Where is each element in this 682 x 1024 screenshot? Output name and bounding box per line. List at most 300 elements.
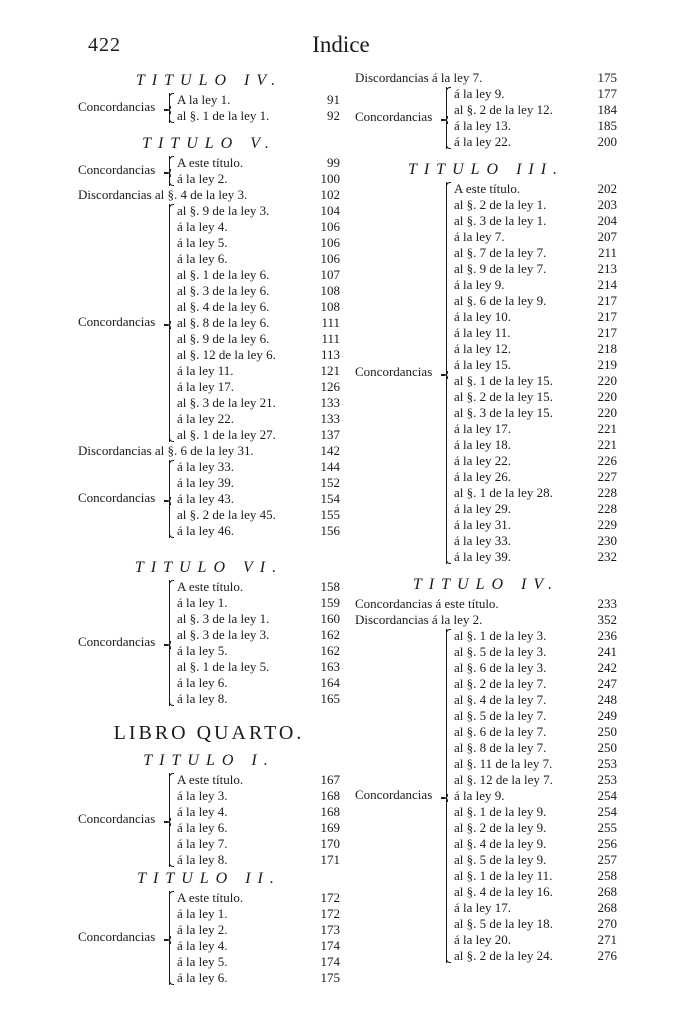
index-entry xyxy=(78,804,340,820)
entry-text: á la ley 22. xyxy=(454,453,512,468)
entry-text: al §. 12 de la ley 7. xyxy=(454,772,553,787)
index-entry xyxy=(355,916,617,932)
entry-text: á la ley 7. xyxy=(177,836,228,851)
group-label: Concordancias xyxy=(78,490,156,505)
index-entry xyxy=(355,852,617,868)
page-ref: 200 xyxy=(597,134,617,149)
page-ref: 268 xyxy=(597,900,617,915)
page-ref: 268 xyxy=(597,884,617,899)
entry-text: A este título. xyxy=(177,155,244,170)
libro-heading: LIBRO QUARTO. xyxy=(113,722,305,744)
entry-text: al §. 2 de la ley 1. xyxy=(454,197,547,212)
index-entry xyxy=(355,676,617,692)
entry-text: á la ley 17. xyxy=(454,421,512,436)
entry-text: á la ley 15. xyxy=(454,357,512,372)
index-entry xyxy=(355,644,617,660)
entry-text: al §. 4 de la ley 9. xyxy=(454,836,547,851)
entry-text: al §. 3 de la ley 3. xyxy=(177,627,270,642)
index-entry xyxy=(78,579,340,595)
entry-text: Concordancias á este título. xyxy=(355,596,499,611)
entry-text: á la ley 1. xyxy=(177,906,228,921)
entry-text: al §. 6 de la ley 3. xyxy=(454,660,547,675)
index-entry xyxy=(78,443,340,459)
entry-text: al §. 12 de la ley 6. xyxy=(177,347,276,362)
entry-text: al §. 2 de la ley 24. xyxy=(454,948,553,963)
index-entry xyxy=(78,459,340,475)
entry-text: á la ley 6. xyxy=(177,251,228,266)
concordancias-group xyxy=(78,772,340,868)
index-entry xyxy=(355,373,617,389)
index-entry xyxy=(78,836,340,852)
entry-text: Discordancias á la ley 2. xyxy=(355,612,483,627)
index-entry xyxy=(355,692,617,708)
page-ref: 152 xyxy=(320,475,340,490)
entry-text: á la ley 20. xyxy=(454,932,512,947)
page-ref: 172 xyxy=(320,906,340,921)
index-entry xyxy=(355,229,617,245)
index-entry xyxy=(78,108,340,124)
entry-text: al §. 11 de la ley 7. xyxy=(454,756,553,771)
page-ref: 248 xyxy=(597,692,617,707)
page-ref: 217 xyxy=(597,309,617,324)
page-ref: 228 xyxy=(597,485,617,500)
entry-text: al §. 1 de la ley 3. xyxy=(454,628,547,643)
index-entry xyxy=(78,954,340,970)
index-entry xyxy=(78,922,340,938)
page-ref: 207 xyxy=(597,229,617,244)
entry-text: al §. 8 de la ley 7. xyxy=(454,740,547,755)
entry-text: al §. 2 de la ley 12. xyxy=(454,102,553,117)
page-ref: 106 xyxy=(320,235,340,250)
index-entry xyxy=(78,411,340,427)
page-ref: 254 xyxy=(597,788,617,803)
page-ref: 171 xyxy=(320,852,340,867)
page-ref: 113 xyxy=(320,347,340,362)
index-entry xyxy=(78,235,340,251)
page-ref: 102 xyxy=(320,187,340,202)
page-ref: 173 xyxy=(320,922,340,937)
entry-text: á la ley 29. xyxy=(454,501,512,516)
entry-text: á la ley 5. xyxy=(177,235,228,250)
index-entry xyxy=(355,804,617,820)
page-ref: 91 xyxy=(327,92,340,107)
page-ref: 241 xyxy=(597,644,617,659)
entry-text: á la ley 17. xyxy=(454,900,512,915)
index-entry xyxy=(355,948,617,964)
page-ref: 249 xyxy=(597,708,617,723)
entry-text: al §. 2 de la ley 45. xyxy=(177,507,276,522)
page-ref: 174 xyxy=(320,954,340,969)
page-ref: 133 xyxy=(320,395,340,410)
entry-text: Discordancias al §. 6 de la ley 31. xyxy=(78,443,254,458)
page-ref: 174 xyxy=(320,938,340,953)
page-ref: 177 xyxy=(597,86,617,101)
index-entry xyxy=(78,347,340,363)
index-entry xyxy=(355,596,617,612)
index-entry xyxy=(355,181,617,197)
page-ref: 170 xyxy=(320,836,340,851)
entry-text: á la ley 11. xyxy=(454,325,511,340)
group-label: Concordancias xyxy=(355,787,433,802)
group-label: Concordancias xyxy=(78,634,156,649)
index-entry xyxy=(355,533,617,549)
page-ref: 255 xyxy=(597,820,617,835)
page-ref: 258 xyxy=(597,868,617,883)
index-entry xyxy=(355,357,617,373)
index-entry xyxy=(355,708,617,724)
index-entry xyxy=(355,900,617,916)
page-ref: 168 xyxy=(320,804,340,819)
index-entry xyxy=(78,219,340,235)
entry-text: al §. 9 de la ley 6. xyxy=(177,331,270,346)
page-ref: 158 xyxy=(320,579,340,594)
page-ref: 203 xyxy=(597,197,617,212)
page-ref: 154 xyxy=(320,491,340,506)
index-entry xyxy=(78,171,340,187)
page-ref: 253 xyxy=(597,756,617,771)
page-ref: 226 xyxy=(597,453,617,468)
page-ref: 230 xyxy=(597,533,617,548)
page-ref: 137 xyxy=(320,427,340,442)
page-ref: 162 xyxy=(320,643,340,658)
index-entry xyxy=(355,868,617,884)
page-ref: 247 xyxy=(597,676,617,691)
index-entry xyxy=(78,691,340,707)
index-entry xyxy=(78,659,340,675)
page-ref: 276 xyxy=(597,948,617,963)
index-entry xyxy=(355,197,617,213)
entry-text: al §. 1 de la ley 9. xyxy=(454,804,547,819)
index-entry xyxy=(78,267,340,283)
entry-text: á la ley 39. xyxy=(454,549,512,564)
page-ref: 232 xyxy=(597,549,617,564)
index-entry xyxy=(355,469,617,485)
group-label: Concordancias xyxy=(78,314,156,329)
page-ref: 257 xyxy=(597,852,617,867)
page-ref: 202 xyxy=(597,181,617,196)
titulo-heading: TITULO II. xyxy=(137,870,281,887)
page-ref: 100 xyxy=(320,171,340,186)
entry-text: al §. 6 de la ley 7. xyxy=(454,724,547,739)
index-entry xyxy=(355,118,617,134)
entry-text: á la ley 8. xyxy=(177,691,228,706)
entry-text: al §. 1 de la ley 6. xyxy=(177,267,270,282)
page-ref: 254 xyxy=(597,804,617,819)
entry-text: A este título. xyxy=(177,579,244,594)
index-entry xyxy=(355,102,617,118)
right-column xyxy=(355,70,617,964)
page-ref: 242 xyxy=(597,660,617,675)
entry-text: á la ley 17. xyxy=(177,379,235,394)
index-entry xyxy=(78,507,340,523)
index-entry xyxy=(78,491,340,507)
page-ref: 172 xyxy=(320,890,340,905)
index-entry xyxy=(78,611,340,627)
index-entry xyxy=(355,612,617,628)
page-ref: 164 xyxy=(320,675,340,690)
index-entry xyxy=(78,427,340,443)
page-ref: 168 xyxy=(320,788,340,803)
index-entry xyxy=(355,501,617,517)
group-label: Concordancias xyxy=(355,364,433,379)
page-ref: 228 xyxy=(597,501,617,516)
page-ref: 219 xyxy=(597,357,617,372)
concordancias-group xyxy=(355,86,617,150)
index-entry xyxy=(355,820,617,836)
page-ref: 211 xyxy=(597,245,617,260)
index-entry xyxy=(78,788,340,804)
page-ref: 160 xyxy=(320,611,340,626)
entry-text: al §. 3 de la ley 21. xyxy=(177,395,276,410)
entry-text: á la ley 1. xyxy=(177,595,228,610)
entry-text: á la ley 13. xyxy=(454,118,512,133)
entry-text: á la ley 43. xyxy=(177,491,235,506)
page-ref: 227 xyxy=(597,469,617,484)
concordancias-group xyxy=(78,92,340,124)
page-ref: 218 xyxy=(597,341,617,356)
index-entry xyxy=(355,341,617,357)
page-number: 422 xyxy=(88,34,121,56)
index-entry xyxy=(355,86,617,102)
page-ref: 256 xyxy=(597,836,617,851)
concordancias-group xyxy=(78,203,340,443)
entry-text: al §. 2 de la ley 7. xyxy=(454,676,547,691)
entry-text: al §. 4 de la ley 6. xyxy=(177,299,270,314)
index-entry xyxy=(355,421,617,437)
index-entry xyxy=(355,724,617,740)
page-ref: 175 xyxy=(320,970,340,985)
index-entry xyxy=(78,906,340,922)
page-ref: 156 xyxy=(320,523,340,538)
entry-text: á la ley 33. xyxy=(454,533,512,548)
page-ref: 175 xyxy=(597,70,617,85)
page-ref: 214 xyxy=(597,277,617,292)
page-ref: 221 xyxy=(597,421,617,436)
index-entry xyxy=(355,788,617,804)
index-entry xyxy=(355,293,617,309)
index-entry xyxy=(355,485,617,501)
entry-text: al §. 3 de la ley 1. xyxy=(454,213,547,228)
index-entry xyxy=(355,756,617,772)
page-ref: 233 xyxy=(597,596,617,611)
page-ref: 106 xyxy=(320,219,340,234)
entry-text: al §. 4 de la ley 7. xyxy=(454,692,547,707)
index-entry xyxy=(78,820,340,836)
entry-text: al §. 1 de la ley 1. xyxy=(177,108,270,123)
page-ref: 108 xyxy=(320,299,340,314)
entry-text: al §. 3 de la ley 1. xyxy=(177,611,270,626)
entry-text: á la ley 8. xyxy=(177,852,228,867)
page-ref: 217 xyxy=(597,325,617,340)
page-ref: 270 xyxy=(597,916,617,931)
titulo-heading: TITULO VI. xyxy=(134,559,284,576)
entry-text: á la ley 4. xyxy=(177,219,228,234)
index-entry xyxy=(355,213,617,229)
index-entry xyxy=(78,251,340,267)
page-ref: 220 xyxy=(597,389,617,404)
entry-text: á la ley 33. xyxy=(177,459,235,474)
index-entry xyxy=(78,772,340,788)
titulo-heading: TITULO IV. xyxy=(135,72,283,89)
entry-text: A este título. xyxy=(177,890,244,905)
entry-text: á la ley 10. xyxy=(454,309,512,324)
page-ref: 220 xyxy=(597,373,617,388)
group-label: Concordancias xyxy=(78,929,156,944)
entry-text: á la ley 9. xyxy=(454,788,505,803)
entry-text: al §. 1 de la ley 28. xyxy=(454,485,553,500)
entry-text: al §. 9 de la ley 3. xyxy=(177,203,270,218)
entry-text: á la ley 22. xyxy=(177,411,235,426)
index-entry xyxy=(355,884,617,900)
entry-text: al §. 1 de la ley 11. xyxy=(454,868,553,883)
page-ref: 236 xyxy=(597,628,617,643)
titulo-heading: TITULO III. xyxy=(407,161,565,178)
page-ref: 217 xyxy=(597,293,617,308)
concordancias-group xyxy=(78,579,340,707)
page-ref: 121 xyxy=(320,363,340,378)
index-entry xyxy=(355,628,617,644)
index-entry xyxy=(355,772,617,788)
page-ref: 144 xyxy=(320,459,340,474)
group-label: Concordancias xyxy=(78,811,156,826)
page-ref: 155 xyxy=(320,507,340,522)
entry-text: á la ley 2. xyxy=(177,922,228,937)
index-entry xyxy=(78,155,340,171)
concordancias-group xyxy=(355,181,617,565)
page-title: Indice xyxy=(312,32,370,57)
entry-text: á la ley 9. xyxy=(454,86,505,101)
page-ref: 213 xyxy=(597,261,617,276)
index-entry xyxy=(355,549,617,565)
entry-text: á la ley 4. xyxy=(177,938,228,953)
titulo-heading: TITULO IV. xyxy=(412,576,560,593)
entry-text: al §. 7 de la ley 7. xyxy=(454,245,547,260)
page-ref: 104 xyxy=(320,203,340,218)
page-ref: 169 xyxy=(320,820,340,835)
index-entry xyxy=(78,395,340,411)
entry-text: al §. 1 de la ley 5. xyxy=(177,659,270,674)
page-ref: 250 xyxy=(597,740,617,755)
entry-text: á la ley 46. xyxy=(177,523,235,538)
entry-text: á la ley 31. xyxy=(454,517,512,532)
index-entry xyxy=(355,309,617,325)
index-entry xyxy=(355,134,617,150)
page-ref: 220 xyxy=(597,405,617,420)
index-entry xyxy=(355,389,617,405)
page-ref: 133 xyxy=(320,411,340,426)
entry-text: al §. 2 de la ley 15. xyxy=(454,389,553,404)
entry-text: á la ley 3. xyxy=(177,788,228,803)
page-ref: 163 xyxy=(320,659,340,674)
index-entry xyxy=(78,970,340,986)
entry-text: al §. 4 de la ley 16. xyxy=(454,884,553,899)
page-ref: 253 xyxy=(597,772,617,787)
index-entry xyxy=(355,70,617,86)
index-entry xyxy=(78,627,340,643)
page-ref: 250 xyxy=(597,724,617,739)
index-entry xyxy=(78,938,340,954)
page-ref: 221 xyxy=(597,437,617,452)
page-ref: 111 xyxy=(321,331,340,346)
index-entry xyxy=(355,405,617,421)
entry-text: A este título. xyxy=(454,181,521,196)
entry-text: á la ley 7. xyxy=(454,229,505,244)
page-ref: 142 xyxy=(320,443,340,458)
index-entry xyxy=(78,379,340,395)
entry-text: á la ley 26. xyxy=(454,469,512,484)
entry-text: al §. 1 de la ley 27. xyxy=(177,427,276,442)
index-entry xyxy=(78,890,340,906)
entry-text: al §. 5 de la ley 7. xyxy=(454,708,547,723)
index-entry xyxy=(78,283,340,299)
index-entry xyxy=(355,660,617,676)
index-entry xyxy=(355,245,617,261)
concordancias-group xyxy=(78,890,340,986)
index-entry xyxy=(78,643,340,659)
entry-text: al §. 3 de la ley 15. xyxy=(454,405,553,420)
page-ref: 184 xyxy=(597,102,617,117)
left-column xyxy=(78,70,340,986)
index-entry xyxy=(78,331,340,347)
entry-text: á la ley 6. xyxy=(177,820,228,835)
entry-text: al §. 2 de la ley 9. xyxy=(454,820,547,835)
index-entry xyxy=(78,595,340,611)
index-entry xyxy=(78,675,340,691)
entry-text: á la ley 5. xyxy=(177,954,228,969)
index-entry xyxy=(355,932,617,948)
page-ref: 165 xyxy=(320,691,340,706)
group-label: Concordancias xyxy=(78,162,156,177)
entry-text: al §. 5 de la ley 3. xyxy=(454,644,547,659)
index-entry xyxy=(355,836,617,852)
index-entry xyxy=(355,325,617,341)
index-entry xyxy=(78,92,340,108)
concordancias-group xyxy=(355,628,617,964)
page-ref: 159 xyxy=(320,595,340,610)
group-label: Concordancias xyxy=(78,99,156,114)
page-ref: 126 xyxy=(320,379,340,394)
entry-text: á la ley 12. xyxy=(454,341,512,356)
index-entry xyxy=(355,517,617,533)
entry-text: á la ley 11. xyxy=(177,363,234,378)
index-entry xyxy=(355,437,617,453)
index-entry xyxy=(78,315,340,331)
titulo-heading: TITULO V. xyxy=(142,135,276,152)
entry-text: á la ley 4. xyxy=(177,804,228,819)
page-ref: 271 xyxy=(597,932,617,947)
index-entry xyxy=(78,299,340,315)
index-entry xyxy=(355,277,617,293)
entry-text: al §. 1 de la ley 15. xyxy=(454,373,553,388)
page-ref: 352 xyxy=(597,612,617,627)
index-entry xyxy=(78,363,340,379)
page-ref: 229 xyxy=(597,517,617,532)
index-entry xyxy=(78,523,340,539)
index-entry xyxy=(78,203,340,219)
page-ref: 107 xyxy=(320,267,340,282)
entry-text: Discordancias á la ley 7. xyxy=(355,70,483,85)
page-ref: 185 xyxy=(597,118,617,133)
entry-text: á la ley 22. xyxy=(454,134,512,149)
group-label: Concordancias xyxy=(355,109,433,124)
entry-text: al §. 5 de la ley 18. xyxy=(454,916,553,931)
entry-text: á la ley 2. xyxy=(177,171,228,186)
entry-text: al §. 8 de la ley 6. xyxy=(177,315,270,330)
entry-text: al §. 9 de la ley 7. xyxy=(454,261,547,276)
entry-text: á la ley 18. xyxy=(454,437,512,452)
entry-text: á la ley 6. xyxy=(177,675,228,690)
page-ref: 162 xyxy=(320,627,340,642)
